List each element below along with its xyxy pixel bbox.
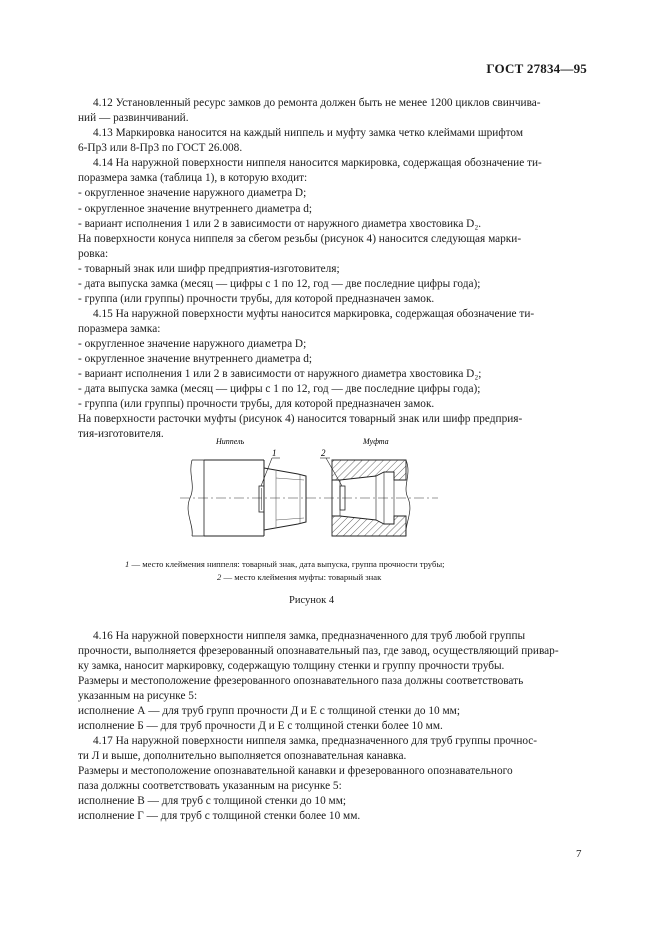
text-line: тия-изготовителя. <box>78 428 164 440</box>
caption-2-number: 2 <box>217 572 222 582</box>
text-line: указанным на рисунке 5: <box>78 690 198 702</box>
text-line: прочности, выполняется фрезерованный опознавательный паз, где завод, осуществляющий привар- <box>78 645 559 657</box>
text-line: ку замка, наносит маркировку, содержащую толщину стенки и группу прочности трубы. <box>78 660 505 672</box>
text-line: - товарный знак или шифр предприятия-изготовителя; <box>78 263 340 275</box>
figure-4-drawing <box>180 430 440 550</box>
caption-1-text: — место клеймения ниппеля: товарный знак, дата выпуска, группа прочности трубы; <box>129 559 445 569</box>
text-line: На поверхности расточки муфты (рисунок 4) наносится товарный знак или шифр предприя- <box>78 413 523 425</box>
text-line: поразмера замка: <box>78 323 161 335</box>
text-line: исполнение А — для труб групп прочности Д и Е с толщиной стенки до 10 мм; <box>78 705 460 717</box>
text-line: - округленное значение наружного диаметра D; <box>78 187 307 199</box>
nipple-drawing <box>188 448 306 536</box>
figure-caption-1 <box>125 559 445 569</box>
coupling-label: Муфта <box>363 437 389 446</box>
page-number: 7 <box>576 848 582 860</box>
document-header: ГОСТ 27834—95 <box>486 61 587 76</box>
text-line: - дата выпуска замка (месяц — цифры с 1 по 12, год — две последние цифры года); <box>78 383 481 395</box>
text-line: - группа (или группы) прочности трубы, для которой предназначен замок. <box>78 293 435 305</box>
text-line: ровка: <box>78 248 109 260</box>
text-line: исполнение Б — для труб прочности Д и Е с толщиной стенки более 10 мм. <box>78 720 443 732</box>
text-line: поразмера замка (таблица 1), в которую входит: <box>78 172 308 184</box>
text-line: паза должны соответствовать указанным на рисунке 5: <box>78 780 342 792</box>
text-line: ти Л и выше, дополнительно выполняется опознавательная канавка. <box>78 750 407 762</box>
text-line: 4.17 На наружной поверхности ниппеля замка, предназначенного для труб группы прочнос- <box>93 735 538 747</box>
text-line: - вариант исполнения 1 или 2 в зависимости от наружного диаметра хвостовика D₂. <box>78 218 482 230</box>
caption-2-text: — место клеймения муфты: товарный знак <box>221 572 382 582</box>
text-line: 4.13 Маркировка наносится на каждый ниппель и муфту замка четко клеймами шрифтом <box>93 127 524 139</box>
coupling-drawing <box>320 448 410 536</box>
nipple-label: Ниппель <box>216 437 245 446</box>
figure-caption-2 <box>217 572 381 582</box>
text-line: Размеры и местоположение опознавательной канавки и фрезерованного опознавательного <box>78 765 513 777</box>
caption-1-number: 1 <box>125 559 130 569</box>
text-line: - округленное значение наружного диаметра D; <box>78 338 307 350</box>
text-line: ний — развинчиваний. <box>78 112 189 124</box>
text-line: 4.14 На наружной поверхности ниппеля наносится маркировка, содержащая обозначение ти- <box>93 157 542 169</box>
text-line: Размеры и местоположение фрезерованного опознавательного паза должны соответствовать <box>78 675 524 687</box>
text-line: 4.15 На наружной поверхности муфты наносится маркировка, содержащая обозначение ти- <box>93 308 535 320</box>
text-line: 6-Пр3 или 8-Пр3 по ГОСТ 26.008. <box>78 142 243 154</box>
text-line: На поверхности конуса ниппеля за сбегом резьбы (рисунок 4) наносится следующая марки- <box>78 233 522 245</box>
figure-title: Рисунок 4 <box>289 595 335 606</box>
text-line: исполнение В — для труб с толщиной стенки до 10 мм; <box>78 795 346 807</box>
text-line: - вариант исполнения 1 или 2 в зависимости от наружного диаметра хвостовика D₂; <box>78 368 482 380</box>
text-line: 4.16 На наружной поверхности ниппеля замка, предназначенного для труб любой группы <box>93 630 526 642</box>
text-line: - округленное значение внутреннего диаметра d; <box>78 203 313 215</box>
text-line: - дата выпуска замка (месяц — цифры с 1 по 12, год — две последние цифры года); <box>78 278 481 290</box>
text-line: - округленное значение внутреннего диаметра d; <box>78 353 313 365</box>
text-line: исполнение Г — для труб с толщиной стенки более 10 мм. <box>78 810 361 822</box>
marker-1: 1 <box>272 448 277 458</box>
text-line: 4.12 Установленный ресурс замков до ремонта должен быть не менее 1200 циклов свинчива- <box>93 97 541 109</box>
text-line: - группа (или группы) прочности трубы, для которой предназначен замок. <box>78 398 435 410</box>
marker-2: 2 <box>321 448 326 458</box>
